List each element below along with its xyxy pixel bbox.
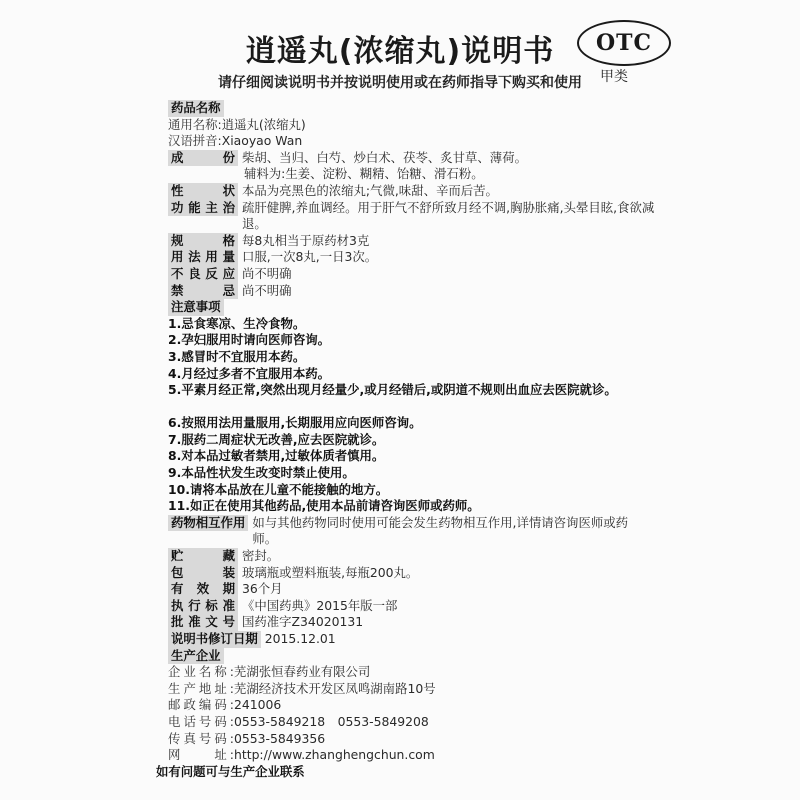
- precaution-item: 6.按照用法用量服用,长期服用应向医师咨询。: [168, 415, 422, 431]
- validity-label: 有 效 期: [168, 581, 238, 598]
- precaution-item: 3.感冒时不宜服用本药。: [168, 348, 306, 364]
- excipients-value: 辅料为:生姜、淀粉、糊精、饴糖、滑石粉。: [244, 166, 484, 182]
- website-row: [168, 747, 668, 764]
- manufacturer-heading: 生产企业: [168, 648, 224, 665]
- standard-value: 《中国药典》2015年版一部: [242, 597, 398, 613]
- company-name-row: [168, 664, 668, 681]
- revision-row: [168, 631, 668, 648]
- leaflet-title: 逍遥丸(浓缩丸)说明书: [245, 34, 555, 69]
- storage-row: [168, 548, 668, 565]
- postcode-row: [168, 697, 668, 714]
- postcode-value: 241006: [234, 697, 282, 713]
- contact-footer: 如有问题可与生产企业联系: [156, 763, 305, 779]
- indications-value: 疏肝健脾,养血调经。用于肝气不舒所致月经不调,胸胁胀痛,头晕目眩,食欲减退。: [242, 199, 655, 232]
- address-row: [168, 681, 668, 698]
- pinyin-value: Xiaoyao Wan: [221, 133, 303, 149]
- precaution-item: 9.本品性状发生改变时禁止使用。: [168, 465, 355, 481]
- packaging-label: 包 装: [168, 565, 238, 582]
- packaging-row: [168, 565, 668, 582]
- fax-value: 0553-5849356: [234, 730, 326, 746]
- specification-row: [168, 233, 668, 250]
- contraindications-row: [168, 283, 668, 300]
- generic-name-label: 通用名称:: [168, 116, 222, 132]
- drug-name-section: [168, 100, 668, 117]
- precaution-item: 8.对本品过敏者禁用,过敏体质者慎用。: [168, 448, 385, 464]
- precaution-item: 4.月经过多者不宜服用本药。: [168, 365, 331, 381]
- ingredients-label: 成 份: [168, 150, 238, 167]
- dosage-label: 用法用量: [168, 249, 238, 266]
- indications-row: [168, 200, 668, 233]
- storage-value: 密封。: [242, 548, 280, 564]
- adverse-value: 尚不明确: [242, 265, 292, 281]
- adverse-label: 不良反应: [168, 266, 238, 283]
- fax-row: [168, 731, 668, 748]
- adverse-row: [168, 266, 668, 283]
- specification-value: 每8丸相当于原药材3克: [242, 232, 370, 248]
- validity-value: 36个月: [242, 581, 283, 597]
- description-label: 性 状: [168, 183, 238, 200]
- otc-badge: OTC: [577, 20, 671, 66]
- contraindications-label: 禁 忌: [168, 283, 238, 300]
- generic-name-row: [168, 117, 668, 134]
- specification-label: 规 格: [168, 233, 238, 250]
- dosage-row: [168, 249, 668, 266]
- standard-row: [168, 598, 668, 615]
- precautions-section: [168, 299, 668, 316]
- pinyin-label: 汉语拼音:: [168, 133, 222, 149]
- address-value: 芜湖经济技术开发区凤鸣湖南路10号: [234, 680, 436, 696]
- interactions-label: 药物相互作用: [168, 515, 248, 532]
- leaflet-content: [156, 100, 668, 780]
- precaution-item: 1.忌食寒凉、生冷食物。: [168, 315, 306, 331]
- revision-label: 说明书修订日期: [168, 631, 261, 648]
- company-name-label: 企业名称:: [168, 664, 234, 680]
- phone-row: [168, 714, 668, 731]
- postcode-label: 邮政编码:: [168, 697, 234, 713]
- website-label: 网 址:: [168, 747, 234, 763]
- ingredients-row: [168, 150, 668, 167]
- phone-value: 0553-5849218 0553-5849208: [234, 713, 429, 729]
- precaution-item: 5.平素月经正常,突然出现月经量少,或月经错后,或阴道不规则出血应去医院就诊。: [168, 382, 617, 398]
- description-row: [168, 183, 668, 200]
- excipients-row: [168, 166, 668, 183]
- website-value: http://www.zhanghengchun.com: [234, 747, 435, 763]
- approval-label: 批准文号: [168, 614, 238, 631]
- approval-row: [168, 614, 668, 631]
- fax-label: 传真号码:: [168, 730, 234, 746]
- otc-class-label: 甲类: [600, 69, 628, 85]
- precaution-item: 7.服药二周症状无改善,应去医院就诊。: [168, 431, 385, 447]
- drug-name-heading: 药品名称: [168, 100, 224, 117]
- packaging-value: 玻璃瓶或塑料瓶装,每瓶200丸。: [242, 564, 419, 580]
- leaflet-subtitle: 请仔细阅读说明书并按说明使用或在药师指导下购买和使用: [218, 75, 582, 91]
- approval-value: 国药准字Z34020131: [242, 614, 364, 630]
- contraindications-value: 尚不明确: [242, 282, 292, 298]
- precautions-heading: 注意事项: [168, 299, 224, 316]
- address-label: 生产地址:: [168, 680, 234, 696]
- revision-value: 2015.12.01: [264, 631, 336, 646]
- precaution-item: 10.请将本品放在儿童不能接触的地方。: [168, 481, 389, 497]
- precaution-item: 2.孕妇服用时请向医师咨询。: [168, 332, 331, 348]
- pinyin-row: [168, 133, 668, 150]
- indications-label: 功能主治: [168, 200, 238, 217]
- standard-label: 执行标准: [168, 598, 238, 615]
- interactions-row: [168, 515, 668, 548]
- phone-label: 电话号码:: [168, 713, 234, 729]
- dosage-value: 口服,一次8丸,一日3次。: [242, 249, 378, 265]
- ingredients-value: 柴胡、当归、白芍、炒白术、茯苓、炙甘草、薄荷。: [242, 149, 527, 165]
- precaution-item: 11.如正在使用其他药品,使用本品前请咨询医师或药师。: [168, 498, 480, 514]
- storage-label: 贮 藏: [168, 548, 238, 565]
- manufacturer-section: [168, 648, 668, 665]
- company-name-value: 芜湖张恒春药业有限公司: [234, 664, 371, 680]
- interactions-value: 如与其他药物同时使用可能会发生药物相互作用,详情请咨询医师或药师。: [252, 514, 629, 547]
- generic-name-value: 逍遥丸(浓缩丸): [221, 116, 306, 132]
- validity-row: [168, 581, 668, 598]
- description-value: 本品为亮黑色的浓缩丸;气微,味甜、辛而后苦。: [242, 182, 498, 198]
